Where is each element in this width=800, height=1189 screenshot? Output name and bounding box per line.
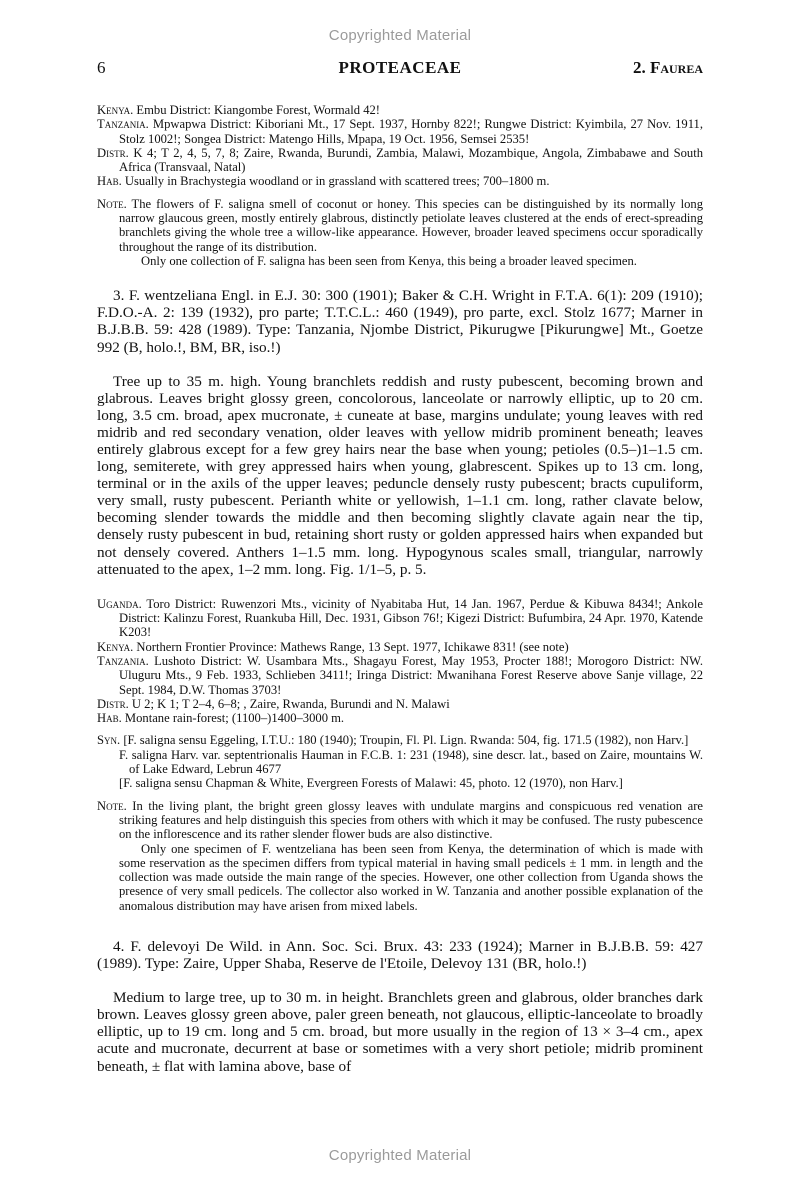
wentzeliana-note — [97, 799, 703, 913]
species-heading-delevoyi: 4. F. delevoyi De Wild. in Ann. Soc. Sci. Brux. 43: 233 (1924); Marner in B.J.B.B. 59: 427 (1989). Type: Zaire, Upper Shaba, Reserve de l'Etoile, Delevoy 131 (BR, holo.!) — [97, 938, 703, 973]
habitat: Hab. Usually in Brachystegia woodland or in grassland with scattered trees; 700–1800 m. — [97, 174, 550, 189]
saligna-specimens — [97, 103, 703, 189]
book-page — [97, 58, 703, 1075]
running-header — [97, 58, 703, 84]
specimen-tanzania: Tanzania. Mpwapwa District: Kiboriani Mt., 17 Sept. 1937, Hornby 822!; Rungwe District: Kyimbila, 27 Nov. 1911, Stolz 1002!; Songea District: Matengo Hills, Mpapa, 19 Oct. 1956, Semsei 2535! — [97, 117, 704, 146]
species-description-delevoyi: Medium to large tree, up to 30 m. in height. Branchlets green and glabrous, older branches dark brown. Leaves glossy green above, paler green beneath, not glaucous, elliptic-lanceolate to broadly elliptic, up to 19 cm. long and 5 cm. broad, but more usually in the region of 13 × 3–4 cm., apex acute and mucronate, decurrent at base or sometimes with a very short petiole; midrib prominent beneath, ± flat with lamina above, base of — [97, 989, 703, 1075]
species-heading-wentzeliana: 3. F. wentzeliana Engl. in E.J. 30: 300 (1901); Baker & C.H. Wright in F.T.A. 6(1): 209 (1910); F.D.O.-A. 2: 139 (1932), pro parte; T.T.C.L.: 460 (1949), pro parte, excl. Stolz 1677; Marner in B.J.B.B. 59: 428 (1989). Type: Tanzania, Njombe District, Pikurugwe [Pikurungwe] Mt., Goetze 992 (B, holo.!, BM, BR, iso.!) — [97, 287, 703, 356]
synonymy — [97, 733, 703, 790]
genus-title: 2. Faurea — [632, 58, 703, 77]
family-title: PROTEACEAE — [338, 58, 462, 77]
species-description-wentzeliana: Tree up to 35 m. high. Young branchlets reddish and rusty pubescent, becoming brown and glabrous. Leaves bright glossy green, concolorous, lanceolate or narrowly elliptic, up to 20 cm. long, 3.5 cm. broad, apex mucronate, ± cuneate at base, margins undulate; young leaves with red midrib and red secondary venation, older leaves with yellow midrib prominent beneath; leaves entirely glabrous except for a few grey hairs near the base when young; petioles (0.5–)1–1.5 cm. long, semiterete, with grey appressed hairs when young, glabrescent. Spikes up to 13 cm. long, terminal or in the axils of the upper leaves; peduncle densely rusty pubescent; bracts cupuliform, very small, rusty pubescent. Perianth white or yellowish, 1–1.1 cm. long, rather clavate below, becoming slender towards the middle and then becoming slightly clavate again near the tip, densely rusty pubescent in bud, retaining short rusty or golden appressed hairs when expanded but not densely covered. Anthers 1–1.5 mm. long. Hypogynous scales small, triangular, narrowly attenuated to the apex, 1–2 mm. long. Fig. 1/1–5, p. 5. — [97, 372, 703, 578]
note-paragraph: Note. In the living plant, the bright green glossy leaves with undulate margins and conspicuous red venation are striking features and help distinguish this species from others with which it may be confused. The rusty pubescence on the inflorescence and its rather slender flower buds are also distinctive. — [97, 798, 703, 842]
distribution: Distr. K 4; T 2, 4, 5, 7, 8; Zaire, Rwanda, Burundi, Zambia, Malawi, Mozambique, Angola, Zimbabawe and South Africa (Transvaal, Natal) — [97, 145, 703, 175]
distribution: Distr. U 2; K 1; T 2–4, 6–8; , Zaire, Rwanda, Burundi and N. Malawi — [97, 696, 450, 711]
copyright-watermark-top: Copyrighted Material — [328, 27, 472, 44]
synonym: [F. saligna sensu Chapman & White, Evergreen Forests of Malawi: 45, photo. 12 (1970), non Harv.] — [119, 776, 623, 791]
specimen-tanzania: Tanzania. Lushoto District: W. Usambara Mts., Shagayu Forest, May 1953, Procter 188!; Morogoro District: NW. Uluguru Mts., 9 Feb. 1933, Schlieben 3411!; Iringa District: Mwanihana Forest Reserve above Sanje village, 22 Sept. 1984, D.W. Thomas 3703! — [97, 653, 703, 697]
wentzeliana-specimens — [97, 597, 703, 726]
saligna-note — [97, 197, 703, 268]
specimen-kenya: Kenya. Northern Frontier Province: Mathews Range, 13 Sept. 1977, Ichikawe 831! (see note) — [97, 639, 569, 654]
note-paragraph: Note. The flowers of F. saligna smell of coconut or honey. This species can be distinguished by its normally long narrow glaucous green, mostly entirely glabrous, distinctly petiolate leaves clustered at the ends of erect-spreading branchlets giving the whole tree a willow-like appearance. However, broader leaved specimens occur sporadically throughout the range of its distribution. — [97, 196, 703, 254]
page-number: 6 — [97, 58, 106, 77]
note-paragraph: Only one collection of F. saligna has been seen from Kenya, this being a broader leaved specimen. — [141, 253, 637, 268]
synonym: Syn. [F. saligna sensu Eggeling, I.T.U.: 180 (1940); Troupin, Fl. Pl. Lign. Rwanda: 504, fig. 171.5 (1982), non Harv.] — [97, 733, 689, 748]
copyright-watermark-bottom: Copyrighted Material — [328, 1147, 472, 1164]
habitat: Hab. Montane rain-forest; (1100–)1400–3000 m. — [97, 711, 345, 726]
note-paragraph: Only one specimen of F. wentzeliana has been seen from Kenya, the determination of which is made with some reservation as the specimen differs from typical material in having small pedicels ± 1 mm. in length and the collection was made outside the main range of the species. However, one other collection from Uganda shows the presence of very small pedicels. The collector also worked in W. Tanzania and another possible explanation of the anomalous distribution may have arisen from mixed labels. — [119, 841, 703, 913]
specimen-uganda: Uganda. Toro District: Ruwenzori Mts., vicinity of Nyabitaba Hut, 14 Jan. 1967, Perdue & Kibuwa 8434!; Ankole District: Kalinzu Forest, Ruankuba Hill, Dec. 1931, Gibson 76!; Kigezi District: Bufumbira, 24 Apr. 1970, Katende K203! — [97, 596, 704, 640]
synonym: F. saligna Harv. var. septentrionalis Hauman in F.C.B. 1: 231 (1948), sine descr. lat., based on Zaire, mountains W. of Lake Edward, Lebrun 4677 — [119, 747, 703, 777]
specimen-kenya: Kenya. Embu District: Kiangombe Forest, Wormald 42! — [97, 103, 381, 117]
